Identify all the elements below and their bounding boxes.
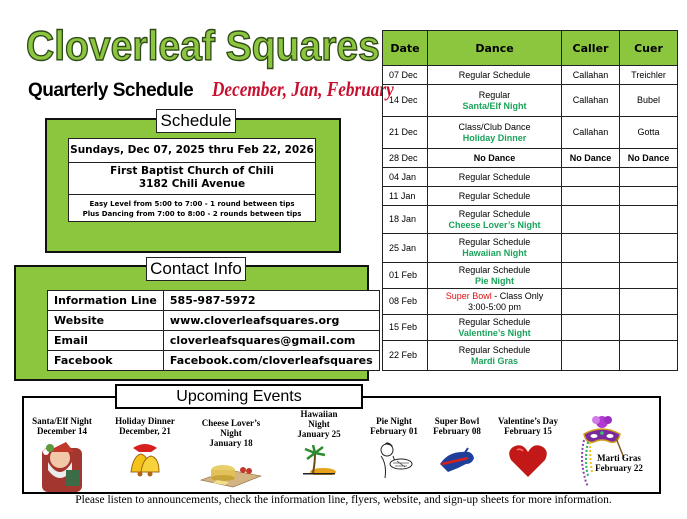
row-caller: Callahan <box>562 117 620 149</box>
row-dance <box>428 234 562 263</box>
event-name: Cheese Lover’s Night <box>201 418 261 438</box>
contact-panel-label: Contact Info <box>146 257 246 281</box>
row-caller <box>562 315 620 341</box>
contact-label: Email <box>48 331 164 351</box>
row-date: 25 Jan <box>383 234 428 263</box>
dance-event: Hawaiian Night <box>462 248 527 258</box>
event-date: February 22 <box>595 463 643 473</box>
event-super-bowl <box>428 416 486 474</box>
event-cheese-lovers-night <box>190 418 272 488</box>
event-date: February 08 <box>433 426 481 436</box>
row-cuer: Bubel <box>620 85 678 117</box>
row-cuer: No Dance <box>620 149 678 168</box>
row-caller <box>562 234 620 263</box>
table-row <box>383 263 678 289</box>
table-row <box>383 85 678 117</box>
event-santa-elf-night <box>26 416 98 492</box>
contact-row <box>48 311 380 331</box>
header-date: Date <box>383 31 428 66</box>
table-row <box>383 66 678 85</box>
schedule-panel-label: Schedule <box>156 109 236 133</box>
row-cuer <box>620 341 678 371</box>
event-pie-night <box>366 416 422 480</box>
row-date: 04 Jan <box>383 168 428 187</box>
row-dance <box>428 85 562 117</box>
dance-highlight: Super Bowl <box>445 290 492 301</box>
row-dance <box>428 168 562 187</box>
buffalo-icon <box>438 446 476 474</box>
schedule-venue <box>69 163 315 195</box>
pie-icon <box>375 440 413 480</box>
row-date: 14 Dec <box>383 85 428 117</box>
row-caller: Callahan <box>562 85 620 117</box>
page-subtitle: Quarterly Schedule <box>28 80 194 101</box>
event-mardi-gras <box>590 453 648 473</box>
page-title: Cloverleaf Squares <box>26 22 380 69</box>
dance-time: 3:00-5:00 pm <box>467 301 522 312</box>
row-date: 11 Jan <box>383 187 428 206</box>
event-name: Marti Gras <box>597 453 641 463</box>
upcoming-events-label: Upcoming Events <box>115 384 363 409</box>
bells-icon <box>125 442 165 478</box>
plus-dancing-text: Plus Dancing from 7:00 to 8:00 - 2 rounds between tips <box>82 210 302 218</box>
row-date: 21 Dec <box>383 117 428 149</box>
table-row <box>383 168 678 187</box>
dance-type: Regular Schedule <box>458 316 531 327</box>
dance-event: Mardi Gras <box>470 355 519 366</box>
schedule-info <box>68 138 316 222</box>
table-row <box>383 315 678 341</box>
header-cuer: Cuer <box>620 31 678 66</box>
table-row <box>383 289 678 315</box>
contact-label: Information Line <box>48 291 164 311</box>
row-caller <box>562 187 620 206</box>
row-cuer <box>620 187 678 206</box>
row-dance <box>428 341 562 371</box>
heart-icon <box>508 444 548 478</box>
row-cuer <box>620 234 678 263</box>
dance-type: Regular Schedule <box>458 264 531 275</box>
row-cuer: Treichler <box>620 66 678 85</box>
event-hawaiian-night <box>290 409 348 475</box>
schedule-levels <box>69 195 315 221</box>
row-caller <box>562 263 620 289</box>
row-dance <box>428 206 562 234</box>
row-dance <box>428 263 562 289</box>
row-dance <box>428 289 562 315</box>
event-date: December, 21 <box>119 426 171 436</box>
row-caller: No Dance <box>562 149 620 168</box>
facebook-link[interactable]: Facebook.com/cloverleafsquares <box>163 351 379 371</box>
event-date: January 25 <box>297 429 341 439</box>
schedule-dates: Sundays, Dec 07, 2025 thru Feb 22, 2026 <box>69 139 315 163</box>
row-date: 01 Feb <box>383 263 428 289</box>
dance-event: Santa/Elf Night <box>462 100 527 111</box>
row-caller <box>562 289 620 315</box>
contact-table <box>47 290 380 371</box>
row-cuer <box>620 206 678 234</box>
table-row <box>383 149 678 168</box>
event-date: February 15 <box>504 426 552 436</box>
header-caller: Caller <box>562 31 620 66</box>
dance-event: Pie Night <box>474 275 514 286</box>
row-date: 22 Feb <box>383 341 428 371</box>
row-date: 18 Jan <box>383 206 428 234</box>
table-row <box>383 234 678 263</box>
dance-line <box>428 291 561 302</box>
contact-label: Website <box>48 311 164 331</box>
event-date: January 18 <box>209 438 253 448</box>
easy-level-text: Easy Level from 5:00 to 7:00 - 1 round between tips <box>89 200 295 208</box>
row-caller <box>562 341 620 371</box>
palm-tree-icon <box>301 445 337 475</box>
dance-type: Regular Schedule <box>458 237 531 247</box>
row-caller <box>562 168 620 187</box>
header-dance: Dance <box>428 31 562 66</box>
row-dance <box>428 149 562 168</box>
row-dance <box>428 187 562 206</box>
dance-type: No Dance <box>473 152 516 163</box>
table-row <box>383 341 678 371</box>
row-caller: Callahan <box>562 66 620 85</box>
row-cuer <box>620 168 678 187</box>
dance-type: Regular Schedule <box>458 344 531 355</box>
table-row <box>383 187 678 206</box>
event-date: February 01 <box>370 426 418 436</box>
row-cuer: Gotta <box>620 117 678 149</box>
table-row <box>383 206 678 234</box>
row-date: 07 Dec <box>383 66 428 85</box>
dance-event: Holiday Dinner <box>462 132 527 143</box>
dance-type: Regular Schedule <box>458 208 531 219</box>
dance-type: Regular Schedule <box>458 171 531 182</box>
row-date: 28 Dec <box>383 149 428 168</box>
venue-name: First Baptist Church of Chili <box>110 165 274 177</box>
contact-row <box>48 331 380 351</box>
event-date: December 14 <box>36 426 88 436</box>
event-name-line2: Night <box>308 419 330 429</box>
table-row <box>383 117 678 149</box>
event-name: Valentine’s Day <box>497 416 559 426</box>
dance-type: - Class Only <box>491 290 544 301</box>
date-range: December, Jan, February <box>212 77 394 101</box>
row-dance <box>428 66 562 85</box>
table-header-row <box>383 31 678 66</box>
venue-address: 3182 Chili Avenue <box>138 178 246 190</box>
row-cuer <box>620 289 678 315</box>
event-name: Santa/Elf Night <box>32 416 92 426</box>
contact-row <box>48 291 380 311</box>
row-caller <box>562 206 620 234</box>
email-link[interactable]: cloverleafsquares@gmail.com <box>163 331 379 351</box>
row-dance <box>428 117 562 149</box>
dance-event: Valentine’s Night <box>458 327 531 338</box>
event-name: Holiday Dinner <box>115 416 175 426</box>
event-name: Pie Night <box>376 416 412 426</box>
dance-type: Regular Schedule <box>458 69 531 80</box>
phone-number[interactable]: 585-987-5972 <box>163 291 379 311</box>
footer-note: Please listen to announcements, check the information line, flyers, website, and sign-up sheets for more information. <box>75 494 612 506</box>
dance-type: Class/Club Dance <box>458 121 531 132</box>
contact-row <box>48 351 380 371</box>
event-holiday-dinner <box>110 416 180 478</box>
santa-icon <box>36 440 88 492</box>
dance-type: Regular <box>478 89 511 100</box>
row-cuer <box>620 263 678 289</box>
dance-event: Cheese Lover’s Night <box>448 219 541 230</box>
mardi-gras-mask-icon <box>576 414 626 488</box>
schedule-table <box>382 30 678 371</box>
cheese-icon <box>199 456 263 488</box>
event-name: Super Bowl <box>434 416 480 426</box>
row-cuer <box>620 315 678 341</box>
event-name: Hawaiian <box>300 409 338 419</box>
dance-type: Regular Schedule <box>458 190 531 201</box>
row-date: 08 Feb <box>383 289 428 315</box>
event-valentines-day <box>496 416 560 478</box>
row-date: 15 Feb <box>383 315 428 341</box>
contact-label: Facebook <box>48 351 164 371</box>
website-link[interactable]: www.cloverleafsquares.org <box>163 311 379 331</box>
row-dance <box>428 315 562 341</box>
